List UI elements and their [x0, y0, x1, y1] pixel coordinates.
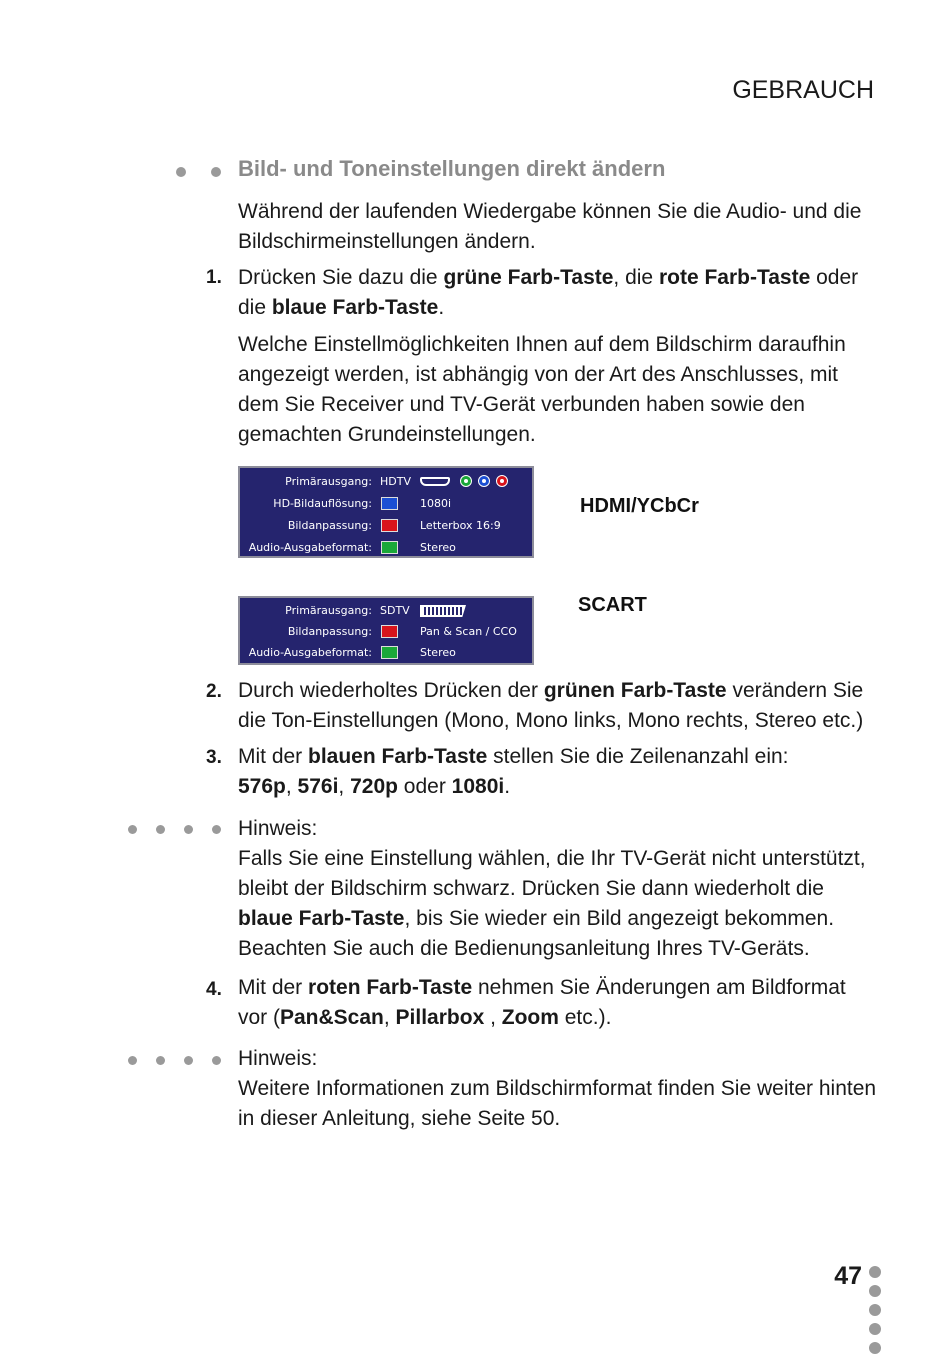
screen-row — [240, 643, 532, 663]
blue-key-icon — [381, 497, 398, 510]
row-value: 1080i — [420, 497, 452, 510]
row-label: Primärausgang: — [285, 475, 372, 488]
row-label: Primärausgang: — [285, 604, 372, 617]
section-title: Bild- und Toneinstellungen direkt ändern — [238, 156, 666, 181]
row-label: Audio-Ausgabeformat: — [248, 541, 372, 554]
screen-row — [240, 472, 532, 492]
screen-row — [240, 601, 532, 621]
step-number: 1. — [206, 267, 222, 288]
screen-row — [240, 494, 532, 514]
page-header: GEBRAUCH — [732, 76, 874, 104]
screen-row — [240, 538, 532, 558]
page-dot — [869, 1342, 881, 1354]
note-dot — [156, 825, 165, 834]
page-dot — [869, 1323, 881, 1335]
page-dot — [869, 1304, 881, 1316]
hdmi-caption: HDMI/YCbCr — [580, 495, 699, 517]
note-dot — [212, 825, 221, 834]
row-value: Stereo — [420, 541, 456, 554]
scart-settings-screen — [238, 596, 534, 665]
red-key-icon — [381, 519, 398, 532]
note2: Hinweis: Weitere Informationen zum Bildschirmformat finden Sie weiter hinten in dieser Anleitung, siehe Seite 50. — [238, 1047, 877, 1130]
bullet-dot — [211, 167, 221, 177]
row-label: Bildanpassung: — [287, 625, 372, 638]
note-dot — [184, 1056, 193, 1065]
step3-text: Mit der blauen Farb-Taste stellen Sie die Zeilenanzahl ein: 576p, 576i, 720p oder 1080i. — [238, 745, 789, 798]
red-jack-icon — [496, 475, 508, 487]
row-label: HD-Bildauflösung: — [273, 497, 372, 510]
green-key-icon — [381, 541, 398, 554]
row-label: Audio-Ausgabeformat: — [248, 646, 372, 659]
note-dot — [128, 1056, 137, 1065]
page-dot — [869, 1266, 881, 1278]
scart-caption: SCART — [578, 594, 647, 616]
green-jack-icon — [460, 475, 472, 487]
step-number: 3. — [206, 747, 222, 768]
green-key-icon — [381, 646, 398, 659]
note1: Hinweis: Falls Sie eine Einstellung wählen, die Ihr TV-Gerät nicht unterstützt, bleibt der Bildschirm schwarz. Drücken Sie dann wiederholt die blaue Farb-Taste, bis Sie wieder ein Bild angezeigt bekommen. Beachten Sie auch die Bedienungsanleitung Ihres TV-Geräts. — [238, 817, 866, 960]
red-key-icon — [381, 625, 398, 638]
scart-connector-icon — [420, 605, 466, 617]
row-value: Letterbox 16:9 — [420, 519, 501, 532]
row-value: SDTV — [380, 604, 410, 617]
step1-text: Drücken Sie dazu die grüne Farb-Taste, die rote Farb-Taste oder die blaue Farb-Taste. — [238, 266, 859, 319]
screen-row — [240, 516, 532, 536]
row-value: Pan & Scan / CCO — [420, 625, 517, 638]
note-title: Hinweis: — [238, 817, 318, 840]
hdmi-settings-screen — [238, 466, 534, 558]
note-title: Hinweis: — [238, 1047, 318, 1070]
step-number: 4. — [206, 979, 222, 1000]
bullet-dot — [176, 167, 186, 177]
screen-row — [240, 622, 532, 642]
row-value: Stereo — [420, 646, 456, 659]
step-number: 2. — [206, 681, 222, 702]
note-dot — [184, 825, 193, 834]
row-value: HDTV — [380, 475, 411, 488]
step4-text: Mit der roten Farb-Taste nehmen Sie Änderungen am Bildformat vor (Pan&Scan, Pillarbox , Zoom etc.). — [238, 976, 846, 1029]
note-dot — [128, 825, 137, 834]
step2-text: Durch wiederholtes Drücken der grünen Farb-Taste verändern Sie die Ton-Einstellungen (Mono, Mono links, Mono rechts, Stereo etc.) — [238, 679, 864, 732]
step1-paragraph: Welche Einstellmöglichkeiten Ihnen auf dem Bildschirm daraufhin angezeigt werden, ist abhängig von der Art des Anschlusses, mit dem Sie Receiver und TV-Gerät verbunden haben sowie den gemachten Grundeinstellungen. — [238, 333, 846, 446]
note-dot — [212, 1056, 221, 1065]
page-dot — [869, 1285, 881, 1297]
intro-paragraph: Während der laufenden Wiedergabe können Sie die Audio- und die Bildschirmeinstellungen ändern. — [238, 200, 862, 253]
hdmi-connector-icon — [420, 477, 450, 486]
row-label: Bildanpassung: — [287, 519, 372, 532]
blue-jack-icon — [478, 475, 490, 487]
note-dot — [156, 1056, 165, 1065]
page-number: 47 — [834, 1262, 862, 1290]
